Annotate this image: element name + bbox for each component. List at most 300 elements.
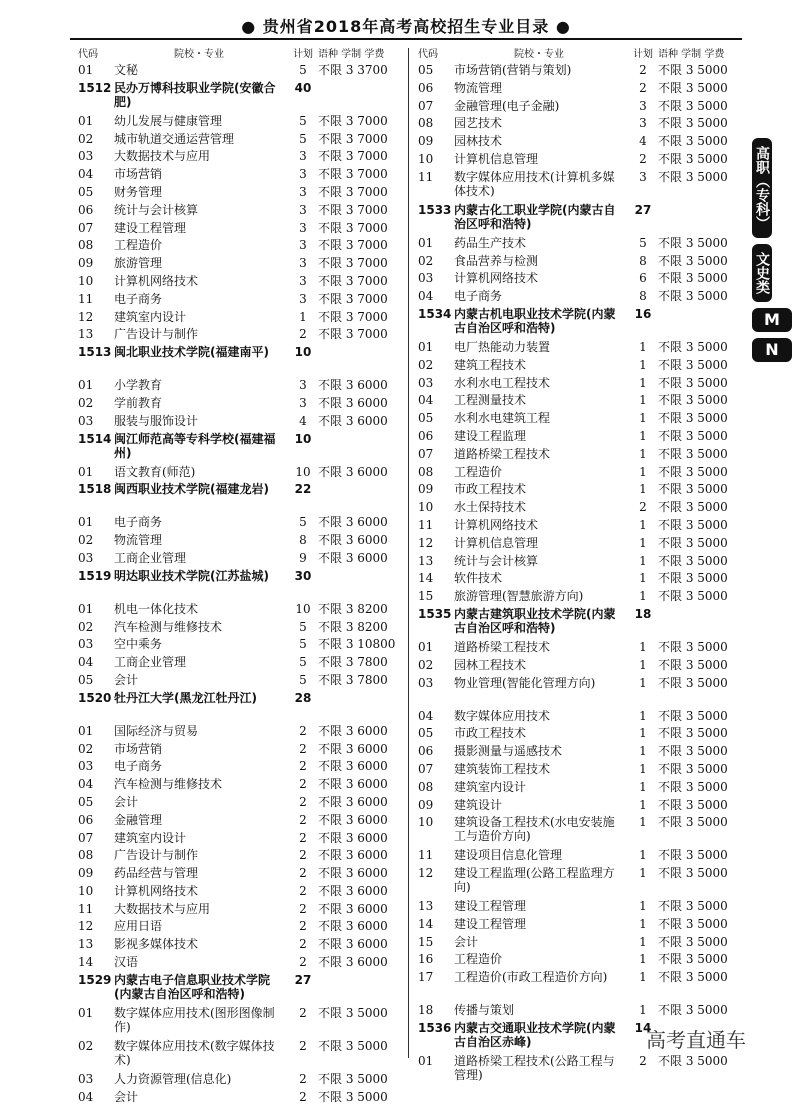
major-code: 03 (418, 375, 434, 390)
major-row (78, 274, 400, 292)
plan-count: 1 (299, 309, 307, 324)
major-name: 食品营养与检测 (454, 253, 539, 268)
major-name: 应用日语 (114, 919, 163, 934)
major-code: 08 (418, 116, 434, 131)
plan-count: 28 (294, 690, 312, 705)
major-name: 电子商务 (114, 291, 163, 306)
language-duration-fee: 不限 3 7000 (318, 238, 388, 253)
page-header: ● 贵州省2018年高考高校招生专业目录 ● (241, 17, 571, 36)
plan-count: 10 (294, 345, 312, 360)
plan-count: 1 (639, 464, 647, 479)
plan-count: 1 (639, 708, 647, 723)
major-name: 园林工程技术 (454, 657, 527, 672)
major-code: 08 (78, 238, 94, 253)
school-row (78, 569, 400, 602)
plan-count: 5 (639, 235, 647, 250)
plan-count: 1 (639, 952, 647, 967)
plan-count: 18 (634, 606, 652, 621)
major-row (78, 114, 400, 132)
major-name: 汽车检测与维修技术 (114, 777, 223, 792)
major-row (78, 724, 400, 742)
major-name: 道路桥梁工程技术(公路工程与管理) (454, 1054, 615, 1083)
plan-count: 3 (299, 149, 307, 164)
language-duration-fee (318, 569, 400, 602)
major-row (78, 149, 400, 167)
major-code: 02 (78, 395, 94, 410)
major-row (78, 203, 400, 221)
language-duration-fee (318, 973, 400, 1006)
major-code: 14 (418, 916, 434, 931)
major-name: 会计 (454, 934, 479, 949)
major-row (78, 955, 400, 973)
major-name: 旅游管理(智慧旅游方向) (454, 589, 584, 604)
major-code: 05 (78, 672, 94, 687)
major-name: 服装与服饰设计 (114, 413, 199, 428)
major-name: 工程测量技术 (454, 393, 527, 408)
major-name: 道路桥梁工程技术 (454, 446, 551, 461)
major-code: 09 (78, 256, 94, 271)
major-name: 工商企业管理 (114, 550, 187, 565)
major-row (418, 1054, 742, 1087)
plan-count: 8 (299, 533, 307, 548)
major-row (418, 236, 742, 254)
major-code: 01 (418, 1054, 434, 1069)
major-code: 06 (78, 812, 94, 827)
language-duration-fee: 不限 3 8200 (318, 619, 388, 634)
major-code: 05 (418, 411, 434, 426)
major-code: 07 (418, 98, 434, 113)
language-duration-fee: 不限 3 6000 (318, 550, 388, 565)
major-code: 16 (418, 952, 434, 967)
column-header (78, 48, 400, 63)
plan-count: 16 (634, 306, 652, 321)
plan-count: 2 (639, 80, 647, 95)
major-row (78, 795, 400, 813)
major-row (418, 447, 742, 465)
side-tab-category: 高职（专科） (752, 138, 772, 238)
left-column (78, 48, 400, 1107)
language-duration-fee: 不限 3 6000 (318, 955, 388, 970)
major-code: 12 (418, 535, 434, 550)
plan-count: 5 (299, 672, 307, 687)
language-duration-fee (318, 482, 400, 515)
major-code: 15 (418, 589, 434, 604)
major-row (78, 655, 400, 673)
language-duration-fee (658, 203, 742, 236)
major-name: 金融管理 (114, 812, 163, 827)
major-name: 建筑室内设计 (114, 830, 187, 845)
language-duration-fee: 不限 3 5000 (658, 866, 728, 881)
major-name: 市场营销 (114, 741, 163, 756)
language-duration-fee: 不限 3 5000 (658, 500, 728, 515)
school-row (418, 607, 742, 640)
school-code: 1512 (78, 80, 112, 95)
plan-count: 1 (639, 675, 647, 690)
school-name: 明达职业技术学院(江苏盐城) (114, 568, 269, 583)
major-name: 影视多媒体技术 (114, 937, 199, 952)
major-code: 12 (78, 919, 94, 934)
major-row (418, 970, 742, 1003)
major-row (78, 848, 400, 866)
school-row (78, 345, 400, 378)
major-name: 会计 (114, 672, 139, 687)
school-code: 1520 (78, 690, 112, 705)
plan-count: 1 (639, 797, 647, 812)
major-row (78, 1090, 400, 1107)
major-row (78, 515, 400, 533)
major-name: 小学教育 (114, 378, 163, 393)
language-duration-fee: 不限 3 7000 (318, 149, 388, 164)
major-name: 水土保持技术 (454, 500, 527, 515)
major-row (78, 902, 400, 920)
language-duration-fee: 不限 3 7000 (318, 131, 388, 146)
language-duration-fee: 不限 3 5000 (658, 639, 728, 654)
major-code: 12 (418, 866, 434, 881)
major-code: 08 (418, 464, 434, 479)
language-duration-fee: 不限 3 6000 (318, 759, 388, 774)
plan-count: 3 (299, 202, 307, 217)
col-rest-header: 语种 学制 学费 (658, 49, 725, 60)
plan-count: 2 (299, 327, 307, 342)
plan-count: 1 (639, 815, 647, 830)
plan-count: 2 (299, 723, 307, 738)
major-name: 药品生产技术 (454, 235, 527, 250)
major-row (418, 152, 742, 170)
major-row (418, 780, 742, 798)
language-duration-fee: 不限 3 5000 (658, 151, 728, 166)
major-code: 18 (418, 1003, 434, 1018)
major-row (418, 676, 742, 709)
major-code: 06 (78, 202, 94, 217)
col-plan-header: 计划 (633, 49, 653, 60)
language-duration-fee: 不限 3 5000 (658, 535, 728, 550)
language-duration-fee: 不限 3 5000 (658, 271, 728, 286)
language-duration-fee (318, 432, 400, 465)
major-name: 幼儿发展与健康管理 (114, 113, 223, 128)
school-name: 闽江师范高等专科学校(福建福州) (114, 431, 276, 460)
plan-count: 1 (639, 535, 647, 550)
plan-count: 30 (294, 568, 312, 583)
major-code: 03 (418, 675, 434, 690)
major-code: 01 (78, 113, 94, 128)
major-name: 计算机信息管理 (454, 151, 539, 166)
plan-count: 1 (639, 899, 647, 914)
major-row (418, 500, 742, 518)
language-duration-fee: 不限 3 5000 (658, 375, 728, 390)
major-code: 09 (418, 134, 434, 149)
plan-count: 1 (639, 517, 647, 532)
major-row (418, 726, 742, 744)
plan-count: 1 (639, 934, 647, 949)
plan-count: 3 (299, 238, 307, 253)
plan-count: 2 (299, 955, 307, 970)
school-code: 1535 (418, 606, 452, 621)
school-row (418, 203, 742, 236)
major-name: 建设工程管理 (454, 916, 527, 931)
side-tab-letter-n: N (752, 338, 792, 362)
language-duration-fee (318, 81, 400, 114)
major-row (78, 256, 400, 274)
plan-count: 3 (299, 220, 307, 235)
major-row (78, 414, 400, 432)
plan-count: 10 (295, 601, 311, 616)
language-duration-fee: 不限 3 5000 (658, 235, 728, 250)
major-code: 04 (78, 777, 94, 792)
school-row (78, 432, 400, 465)
major-name: 建筑设备工程技术(水电安装施工与造价方向) (454, 815, 615, 844)
language-duration-fee: 不限 3 5000 (658, 848, 728, 863)
major-code: 04 (418, 393, 434, 408)
major-code: 03 (78, 149, 94, 164)
language-duration-fee: 不限 3 5000 (658, 675, 728, 690)
major-code: 10 (418, 500, 434, 515)
major-row (418, 935, 742, 953)
plan-count: 1 (639, 866, 647, 881)
major-name: 建设工程监理 (454, 428, 527, 443)
language-duration-fee: 不限 3 7000 (318, 184, 388, 199)
major-name: 工程造价 (454, 464, 503, 479)
language-duration-fee: 不限 3 5000 (658, 482, 728, 497)
major-code: 05 (418, 726, 434, 741)
major-row (418, 709, 742, 727)
major-name: 金融管理(电子金融) (454, 98, 560, 113)
plan-count: 1 (639, 761, 647, 776)
major-name: 传播与策划 (454, 1003, 515, 1018)
major-name: 会计 (114, 794, 139, 809)
column-divider (408, 48, 409, 1058)
major-row (418, 589, 742, 607)
major-row (418, 429, 742, 447)
major-name: 财务管理 (114, 184, 163, 199)
language-duration-fee: 不限 3 8200 (318, 601, 388, 616)
major-name: 市政工程技术 (454, 482, 527, 497)
major-name: 建筑工程技术 (454, 357, 527, 372)
plan-count: 5 (299, 131, 307, 146)
header-rule (70, 38, 742, 40)
language-duration-fee: 不限 3 6000 (318, 848, 388, 863)
major-name: 市场营销 (114, 167, 163, 182)
plan-count: 4 (639, 134, 647, 149)
major-row (418, 798, 742, 816)
language-duration-fee: 不限 3 7000 (318, 273, 388, 288)
language-duration-fee: 不限 3 6000 (318, 866, 388, 881)
language-duration-fee: 不限 3 5000 (658, 446, 728, 461)
major-row (418, 640, 742, 658)
plan-count: 1 (639, 639, 647, 654)
major-code: 04 (418, 708, 434, 723)
language-duration-fee: 不限 3 5000 (658, 1054, 728, 1069)
school-row (78, 691, 400, 724)
language-duration-fee: 不限 3 5000 (318, 1038, 388, 1053)
language-duration-fee: 不限 3 3700 (318, 63, 388, 77)
major-code: 01 (78, 464, 94, 479)
major-row (78, 602, 400, 620)
plan-count: 1 (639, 339, 647, 354)
language-duration-fee: 不限 3 5000 (658, 63, 728, 77)
major-row (418, 899, 742, 917)
major-row (78, 1006, 400, 1039)
language-duration-fee: 不限 3 5000 (658, 1003, 728, 1018)
major-name: 数字媒体应用技术 (454, 708, 551, 723)
major-name: 物流管理 (114, 533, 163, 548)
major-name: 机电一体化技术 (114, 601, 199, 616)
plan-count: 1 (639, 411, 647, 426)
school-row (78, 81, 400, 114)
language-duration-fee: 不限 3 5000 (658, 761, 728, 776)
school-name: 内蒙古交通职业技术学院(内蒙古自治区赤峰) (454, 1021, 616, 1050)
major-code: 02 (418, 253, 434, 268)
major-row (418, 952, 742, 970)
major-code: 06 (418, 428, 434, 443)
major-name: 会计 (114, 1089, 139, 1104)
plan-count: 3 (639, 116, 647, 131)
major-row (78, 777, 400, 795)
language-duration-fee: 不限 3 6000 (318, 919, 388, 934)
col-rest-header: 语种 学制 学费 (318, 49, 385, 60)
major-code: 03 (78, 759, 94, 774)
plan-count: 27 (634, 202, 652, 217)
language-duration-fee: 不限 3 7800 (318, 655, 388, 670)
major-code: 13 (78, 937, 94, 952)
school-row (78, 482, 400, 515)
language-duration-fee: 不限 3 6000 (318, 812, 388, 827)
major-code: 07 (78, 220, 94, 235)
plan-count: 2 (299, 1005, 307, 1020)
major-code: 09 (418, 482, 434, 497)
watermark: 高考直通车 (646, 1028, 746, 1052)
major-row (78, 637, 400, 655)
language-duration-fee: 不限 3 5000 (658, 916, 728, 931)
plan-count: 4 (299, 413, 307, 428)
major-name: 市政工程技术 (454, 726, 527, 741)
major-name: 药品经营与管理 (114, 866, 199, 881)
major-code: 06 (418, 744, 434, 759)
language-duration-fee: 不限 3 6000 (318, 723, 388, 738)
major-code: 02 (78, 741, 94, 756)
major-code: 11 (418, 848, 434, 863)
plan-count: 40 (294, 80, 312, 95)
major-name: 电子商务 (114, 759, 163, 774)
major-name: 电子商务 (114, 515, 163, 530)
major-row (78, 465, 400, 483)
major-code: 03 (78, 637, 94, 652)
major-row (78, 813, 400, 831)
major-row (418, 482, 742, 500)
major-row (78, 831, 400, 849)
major-name: 建设项目信息化管理 (454, 848, 563, 863)
major-name: 统计与会计核算 (114, 202, 199, 217)
language-duration-fee: 不限 3 5000 (658, 289, 728, 304)
major-row (418, 762, 742, 780)
school-name: 内蒙古机电职业技术学院(内蒙古自治区呼和浩特) (454, 306, 616, 335)
language-duration-fee: 不限 3 5000 (658, 553, 728, 568)
side-tab-subject: 文史类 (752, 244, 772, 302)
col-code-header: 代码 (78, 49, 98, 60)
language-duration-fee: 不限 3 7800 (318, 672, 388, 687)
major-name: 市场营销(营销与策划) (454, 63, 572, 77)
plan-count: 1 (639, 779, 647, 794)
major-code: 02 (418, 357, 434, 372)
major-row (78, 1039, 400, 1072)
major-code: 01 (78, 1005, 94, 1020)
language-duration-fee: 不限 3 5000 (658, 744, 728, 759)
language-duration-fee: 不限 3 5000 (658, 393, 728, 408)
plan-count: 1 (639, 375, 647, 390)
major-row (78, 884, 400, 902)
plan-count: 1 (639, 393, 647, 408)
language-duration-fee: 不限 3 5000 (318, 1005, 388, 1020)
plan-count: 9 (299, 550, 307, 565)
major-code: 02 (418, 657, 434, 672)
plan-count: 22 (294, 482, 312, 497)
major-row (418, 658, 742, 676)
major-row (418, 518, 742, 536)
language-duration-fee: 不限 3 5000 (658, 80, 728, 95)
major-name: 建筑室内设计 (454, 779, 527, 794)
language-duration-fee (658, 607, 742, 640)
language-duration-fee: 不限 3 6000 (318, 464, 388, 479)
plan-count: 2 (299, 741, 307, 756)
major-name: 建筑室内设计 (114, 309, 187, 324)
major-row (418, 848, 742, 866)
plan-count: 2 (299, 1089, 307, 1104)
language-duration-fee: 不限 3 5000 (658, 899, 728, 914)
major-row (418, 1003, 742, 1021)
language-duration-fee: 不限 3 6000 (318, 937, 388, 952)
major-code: 01 (78, 63, 94, 77)
major-row (78, 221, 400, 239)
major-code: 10 (418, 815, 434, 830)
language-duration-fee: 不限 3 7000 (318, 256, 388, 271)
language-duration-fee: 不限 3 5000 (658, 970, 728, 985)
plan-count: 1 (639, 446, 647, 461)
side-tabs (752, 138, 792, 368)
major-code: 01 (78, 515, 94, 530)
plan-count: 3 (299, 256, 307, 271)
plan-count: 3 (299, 167, 307, 182)
language-duration-fee: 不限 3 7000 (318, 167, 388, 182)
plan-count: 2 (299, 1071, 307, 1086)
major-row (418, 170, 742, 203)
major-name: 计算机网络技术 (454, 271, 539, 286)
major-name: 建设工程监理(公路工程监理方向) (454, 866, 615, 895)
language-duration-fee: 不限 3 7000 (318, 220, 388, 235)
major-code: 09 (78, 866, 94, 881)
major-row (418, 465, 742, 483)
major-code: 05 (78, 184, 94, 199)
plan-count: 2 (299, 937, 307, 952)
language-duration-fee (318, 345, 400, 378)
major-code: 01 (78, 723, 94, 738)
major-row (78, 63, 400, 81)
major-name: 摄影测量与遥感技术 (454, 744, 563, 759)
major-name: 软件技术 (454, 571, 503, 586)
major-name: 计算机网络技术 (114, 883, 199, 898)
plan-count: 1 (639, 1003, 647, 1018)
language-duration-fee: 不限 3 5000 (658, 464, 728, 479)
plan-count: 2 (299, 812, 307, 827)
major-name: 物业管理(智能化管理方向) (454, 675, 596, 690)
major-code: 02 (78, 533, 94, 548)
major-code: 05 (418, 63, 434, 77)
language-duration-fee (658, 307, 742, 340)
language-duration-fee: 不限 3 5000 (658, 253, 728, 268)
major-name: 建设工程管理 (454, 899, 527, 914)
major-code: 01 (418, 235, 434, 250)
major-code: 11 (78, 901, 94, 916)
major-name: 电子商务 (454, 289, 503, 304)
major-code: 01 (418, 639, 434, 654)
